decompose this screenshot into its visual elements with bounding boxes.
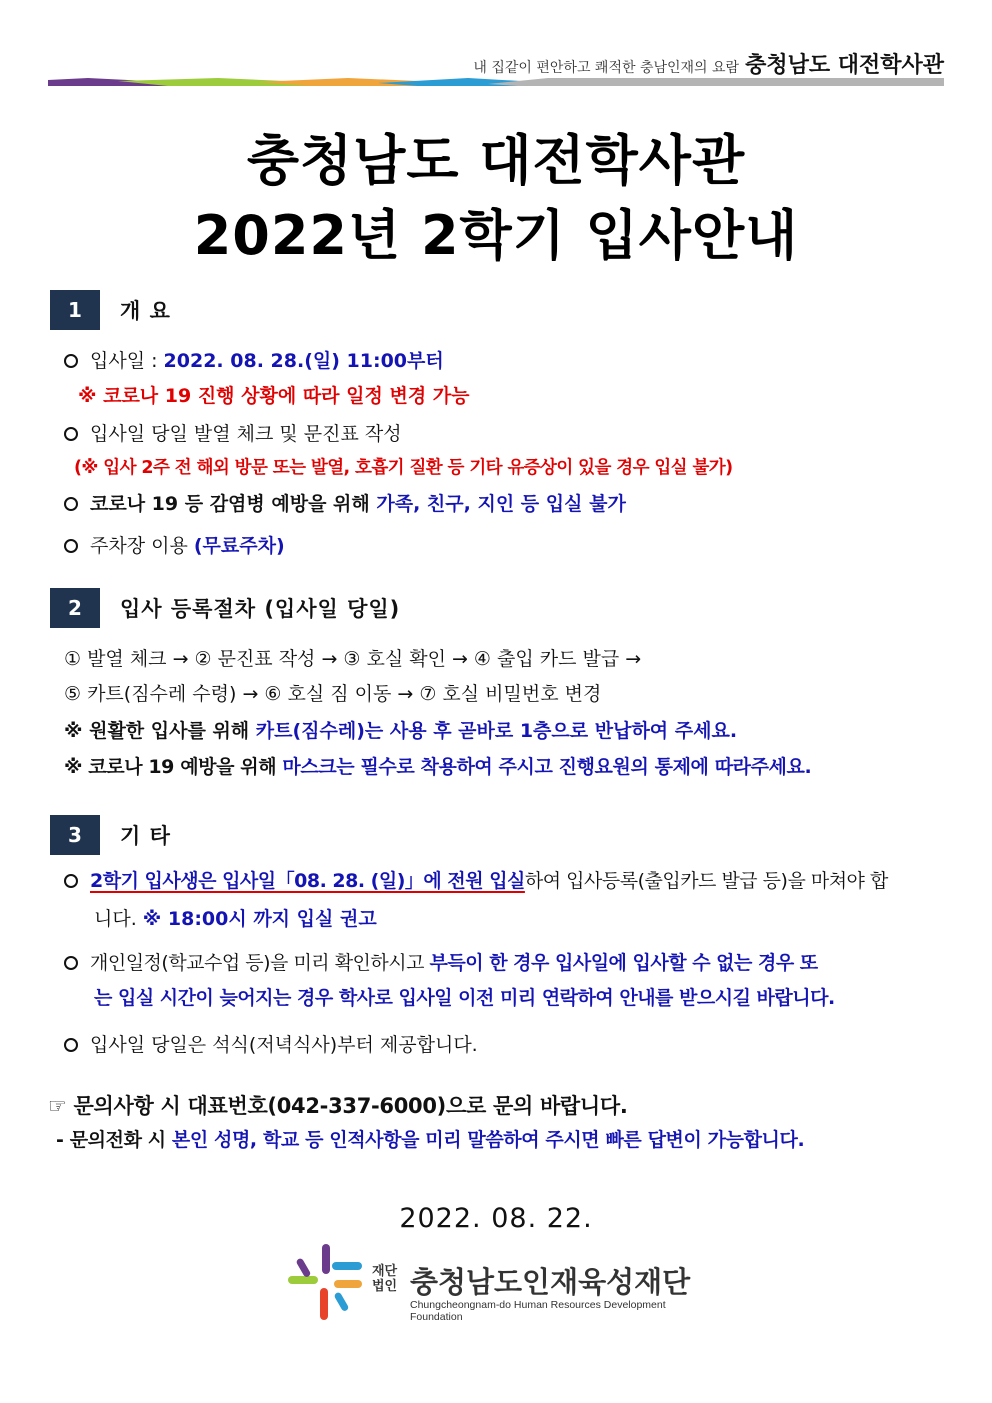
section-2-heading (50, 588, 400, 628)
header-tagline (473, 48, 944, 79)
bullet-icon (64, 497, 78, 511)
foundation-emblem-icon (286, 1240, 366, 1325)
s1-parking: 주차장 이용 (무료주차) (64, 531, 285, 558)
section-title: 개 요 (120, 299, 171, 323)
s3-dinner: 입사일 당일은 석식(저녁식사)부터 제공합니다. (64, 1030, 478, 1057)
header-color-stripe (48, 78, 944, 86)
section-title: 기 타 (120, 824, 171, 848)
section-number: 3 (50, 815, 100, 855)
page-header (48, 42, 944, 90)
s3-entry-required-cont: 니다. ※ 18:00시 까지 입실 권고 (94, 908, 377, 930)
s2-cart-note: ※ 원활한 입사를 위해 카트(짐수레)는 사용 후 곧바로 1층으로 반납하여 주세요. (64, 720, 738, 742)
s1-symptom-note: (※ 입사 2주 전 해외 방문 또는 발열, 호흡기 질환 등 기타 유증상이 있을 경우 입실 불가) (74, 458, 733, 478)
page-title-line2: 2022년 2학기 입사안내 (193, 204, 799, 267)
s3-late-entry: 개인일정(학교수업 등)을 미리 확인하시고 부득이 한 경우 입사일에 입사할 수 없는 경우 또 (64, 948, 818, 975)
section-3-heading (50, 815, 171, 855)
s1-schedule-note: ※ 코로나 19 진행 상황에 따라 일정 변경 가능 (78, 385, 470, 407)
page-title-line1: 충청남도 대전학사관 (246, 129, 746, 192)
bullet-icon (64, 956, 78, 970)
s1-no-visitors: 코로나 19 등 감염병 예방을 위해 가족, 친구, 지인 등 입실 불가 (64, 489, 626, 516)
document-date: 2022. 08. 22. (399, 1203, 593, 1234)
s2-mask-note: ※ 코로나 19 예방을 위해 마스크는 필수로 착용하여 주시고 진행요원의 통제에 따라주세요. (64, 756, 812, 778)
header-brand: 충청남도 대전학사관 (745, 53, 944, 78)
section-title: 입사 등록절차 (입사일 당일) (120, 597, 401, 621)
s2-steps-line1: ① 발열 체크 → ② 문진표 작성 → ③ 호실 확인 → ④ 출입 카드 발급 → (64, 648, 642, 670)
bullet-icon (64, 539, 78, 553)
contact-phone: ☞ 문의사항 시 대표번호(042-337-6000)으로 문의 바랍니다. (48, 1094, 628, 1118)
contact-note: - 문의전화 시 본인 성명, 학교 등 인적사항을 미리 말씀하여 주시면 빠른 답변이 가능합니다. (56, 1129, 805, 1151)
logo-org-name: 충청남도인재육성재단 (410, 1265, 691, 1299)
tagline-text: 내 집같이 편안하고 쾌적한 충남인재의 요람 (473, 60, 740, 76)
foundation-logo (286, 1240, 716, 1330)
bullet-icon (64, 1038, 78, 1052)
s1-entry-date: 입사일 : 2022. 08. 28.(일) 11:00부터 (64, 346, 444, 373)
section-number: 1 (50, 290, 100, 330)
s2-steps-line2: ⑤ 카트(짐수레 수령) → ⑥ 호실 짐 이동 → ⑦ 호실 비밀번호 변경 (64, 683, 602, 705)
bullet-icon (64, 354, 78, 368)
s3-late-entry-cont: 는 입실 시간이 늦어지는 경우 학사로 입사일 이전 미리 연락하여 안내를 받으시길 바랍니다. (94, 987, 835, 1009)
section-1-heading (50, 290, 171, 330)
section-number: 2 (50, 588, 100, 628)
bullet-icon (64, 874, 78, 888)
logo-corp-type: 재단 법인 (372, 1264, 398, 1294)
s1-fever-check: 입사일 당일 발열 체크 및 문진표 작성 (64, 419, 402, 446)
s3-entry-required: 2학기 입사생은 입사일「08. 28. (일)」에 전원 입실하여 입사등록(출입카드 발급 등)을 마쳐야 합 (64, 866, 888, 893)
bullet-icon (64, 427, 78, 441)
logo-org-english: Chungcheongnam-do Human Resources Development Foundation (410, 1299, 666, 1323)
